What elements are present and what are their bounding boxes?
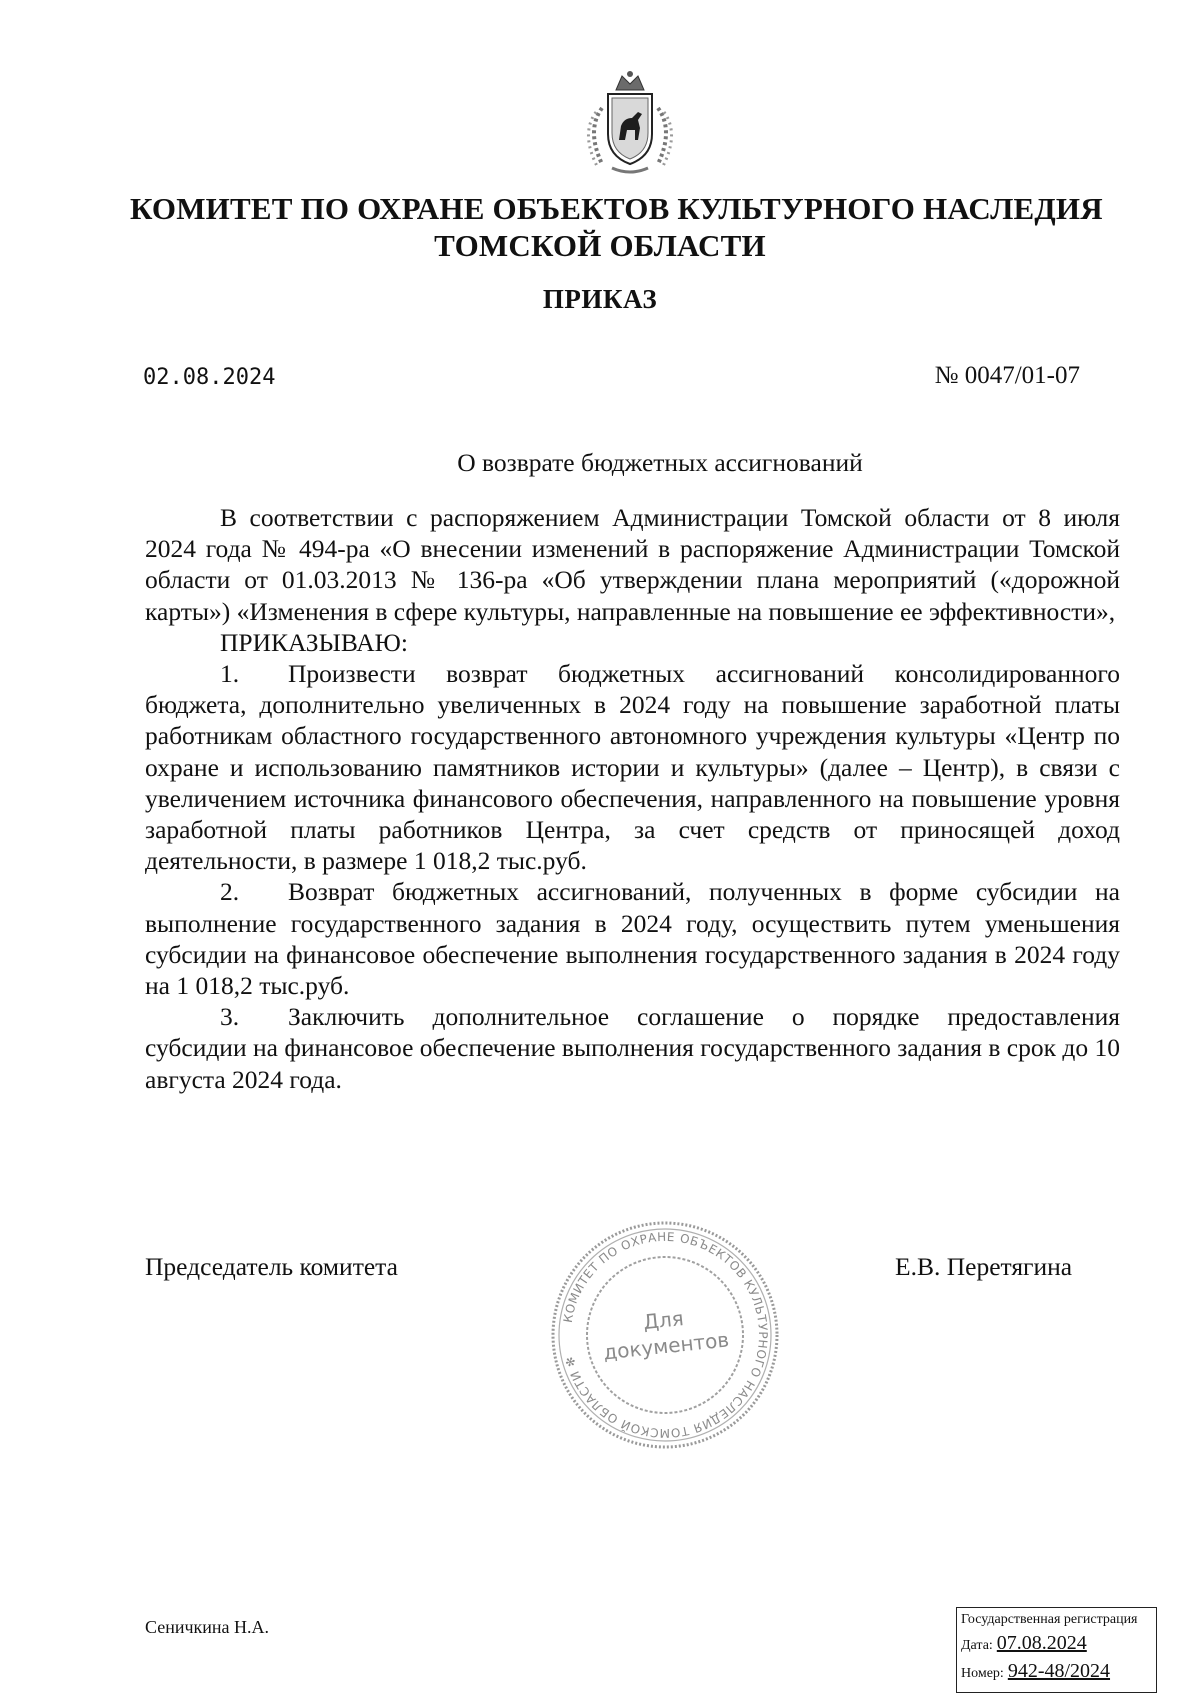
coat-of-arms-icon xyxy=(572,68,688,178)
document-date: 02.08.2024 xyxy=(143,365,276,390)
order-item-text: Заключить дополнительное соглашение о порядке предоставления субсидии на финансовое обеспечение выполнения государственного задания в срок до 10 августа 2024 года. xyxy=(145,1002,1120,1094)
executor-name: Сеничкина Н.А. xyxy=(145,1617,270,1637)
official-seal-icon xyxy=(545,1215,785,1455)
registration-date-value: 07.08.2024 xyxy=(996,1632,1087,1654)
document-number: № 0047/01-07 xyxy=(934,362,1080,389)
document-body xyxy=(145,502,1120,1095)
order-item-text: Произвести возврат бюджетных ассигнований консолидированного бюджета, дополнительно увеличенных в 2024 году на повышение заработной платы работникам областного государственного автономного учреждения культуры «Центр по охране и использованию памятников истории и культуры» (далее – Центр), в связи с увеличением источника финансового обеспечения, направленного на повышение уровня заработной платы работников Центра, за счет средств от приносящей доход деятельности, в размере 1 018,2 тыс.руб. xyxy=(145,659,1120,876)
registration-number-label: Номер: xyxy=(961,1666,1004,1681)
svg-text:Для: Для xyxy=(642,1306,685,1335)
order-item-2 xyxy=(145,876,1120,1001)
svg-text:документов: документов xyxy=(602,1327,731,1365)
signer-position: Председатель комитета xyxy=(145,1252,398,1281)
signer-name: Е.В. Перетягина xyxy=(895,1252,1073,1281)
organization-title-line-2: ТОМСКОЙ ОБЛАСТИ xyxy=(434,228,766,263)
document-type: ПРИКАЗ xyxy=(542,284,658,314)
preamble-paragraph: В соответствии с распоряжением Администрации Томской области от 8 июля 2024 года № 494-ра «О внесении изменений в распоряжение Администрации Томской области от 01.03.2013 № 136-ра «Об утверждении плана мероприятий («дорожной карты») «Изменения в сфере культуры, направленные на повышение ее эффективности», xyxy=(145,503,1120,626)
registration-date-row xyxy=(961,1629,1152,1657)
document-subject: О возврате бюджетных ассигнований xyxy=(457,448,863,477)
registration-date-label: Дата: xyxy=(961,1638,993,1653)
registration-title: Государственная регистрация xyxy=(961,1612,1138,1627)
order-item-number: 1. xyxy=(220,659,240,689)
organization-title-line-1: КОМИТЕТ ПО ОХРАНЕ ОБЪЕКТОВ КУЛЬТУРНОГО НАСЛЕДИЯ xyxy=(130,191,1103,226)
registration-box xyxy=(956,1607,1157,1693)
order-verb: ПРИКАЗЫВАЮ: xyxy=(220,627,408,657)
svg-text:КОМИТЕТ ПО ОХРАНЕ ОБЪЕКТОВ КУЛ: КОМИТЕТ ПО ОХРАНЕ ОБЪЕКТОВ КУЛЬТУРНОГО НАСЛЕДИЯ ТОМСКОЙ ОБЛАСТИ ✻ xyxy=(560,1229,771,1441)
registration-number-row xyxy=(961,1657,1152,1685)
organization-title xyxy=(130,190,1103,264)
order-item-number: 2. xyxy=(220,877,240,907)
order-item-text: Возврат бюджетных ассигнований, полученных в форме субсидии на выполнение государственного задания в 2024 году, осуществить путем уменьшения субсидии на финансовое обеспечение выполнения государственного задания в 2024 году на 1 018,2 тыс.руб. xyxy=(145,877,1120,1001)
order-item-number: 3. xyxy=(220,1002,240,1032)
registration-number-value: 942-48/2024 xyxy=(1007,1660,1111,1682)
order-item-1 xyxy=(145,658,1120,876)
order-item-3 xyxy=(145,1001,1120,1095)
